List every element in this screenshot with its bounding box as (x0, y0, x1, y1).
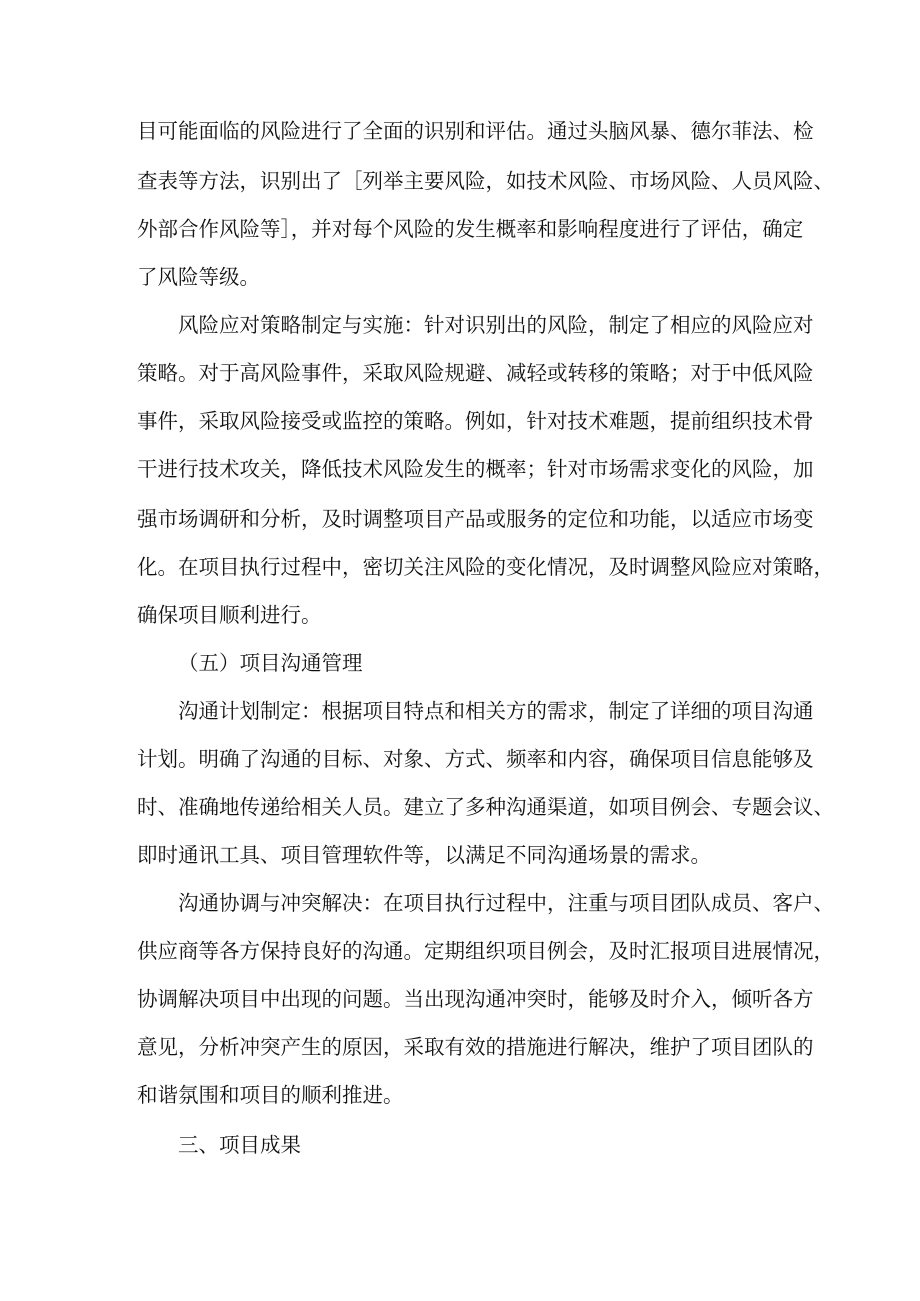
text-line: 干进行技术攻关，降低技术风险发生的概率；针对市场需求变化的风险，加 (137, 457, 814, 481)
text-line: 目可能面临的风险进行了全面的识别和评估。通过头脑风暴、德尔菲法、检 (137, 119, 814, 143)
text-line: 计划。明确了沟通的目标、对象、方式、频率和内容，确保项目信息能够及 (137, 747, 814, 771)
text-line: 强市场调研和分析，及时调整项目产品或服务的定位和功能，以适应市场变 (137, 507, 814, 531)
text-line: 化。在项目执行过程中，密切关注风险的变化情况，及时调整风险应对策略， (137, 555, 834, 579)
text-line: 协调解决项目中出现的问题。当出现沟通冲突时，能够及时介入，倾听各方 (137, 987, 814, 1011)
text-line: 事件，采取风险接受或监控的策略。例如，针对技术难题，提前组织技术骨 (137, 409, 814, 433)
text-line: 策略。对于高风险事件，采取风险规避、减轻或转移的策略；对于中低风险 (137, 361, 814, 385)
text-line: 确保项目顺利进行。 (137, 603, 322, 627)
text-line: 和谐氛围和项目的顺利推进。 (137, 1083, 404, 1107)
text-line: 外部合作风险等］，并对每个风险的发生概率和影响程度进行了评估，确定 (137, 217, 804, 241)
text-line: 沟通计划制定：根据项目特点和相关方的需求，制定了详细的项目沟通 (178, 699, 814, 723)
text-line: 时、准确地传递给相关人员。建立了多种沟通渠道，如项目例会、专题会议、 (137, 795, 834, 819)
text-line: 即时通讯工具、项目管理软件等，以满足不同沟通场景的需求。 (137, 843, 711, 867)
text-line: 了风险等级。 (137, 265, 260, 289)
text-line: 沟通协调与冲突解决：在项目执行过程中，注重与项目团队成员、客户、 (178, 891, 834, 915)
section-heading: （五）项目沟通管理 (178, 651, 363, 675)
section-heading: 三、项目成果 (178, 1133, 301, 1157)
text-line: 意见，分析冲突产生的原因，采取有效的措施进行解决，维护了项目团队的 (137, 1035, 814, 1059)
text-line: 风险应对策略制定与实施：针对识别出的风险，制定了相应的风险应对 (178, 313, 814, 337)
text-line: 查表等方法，识别出了［列举主要风险，如技术风险、市场风险、人员风险、 (137, 169, 834, 193)
text-line: 供应商等各方保持良好的沟通。定期组织项目例会，及时汇报项目进展情况， (137, 939, 834, 963)
